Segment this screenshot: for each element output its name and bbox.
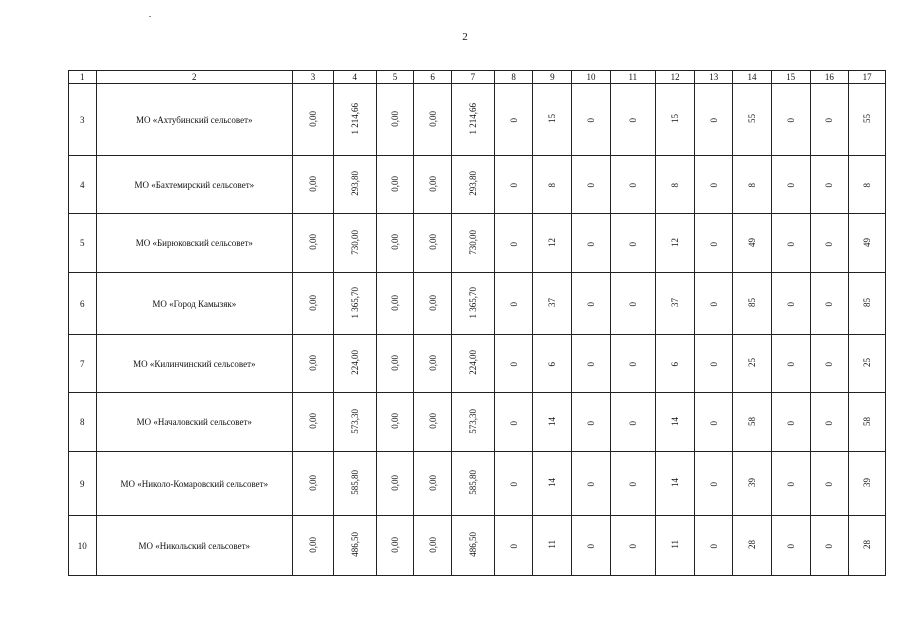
value-cell [655,214,695,273]
value-cell [810,84,849,156]
value-cell [572,452,611,516]
cell-value: 1 365,70 [349,286,360,319]
cell-value: 8 [746,183,757,188]
value-cell [414,214,452,273]
value-cell [695,273,733,335]
cell-value: 0,00 [307,413,318,429]
value-cell [414,393,452,452]
column-header: 16 [810,71,849,84]
cell-value: 0 [785,183,796,188]
cell-value: 0 [508,302,519,307]
value-cell [293,516,334,576]
table-body [69,84,886,576]
column-header: 15 [771,71,810,84]
value-cell [414,516,452,576]
data-table [68,70,886,576]
cell-value: 28 [862,540,873,549]
municipality-name-cell: МО «Килинчинский сельсовет» [96,335,293,393]
value-cell [733,335,772,393]
cell-value: 37 [547,298,558,307]
cell-value: 0 [586,544,597,549]
cell-value: 0 [785,482,796,487]
column-header: 7 [452,71,495,84]
value-cell [533,516,572,576]
row-number-cell: 8 [69,393,97,452]
value-cell [376,393,414,452]
cell-value: 585,80 [349,470,360,495]
cell-value: 39 [862,478,873,487]
cell-value: 8 [670,183,681,188]
value-cell [733,516,772,576]
value-cell [452,156,495,214]
cell-value: 0 [627,544,638,549]
cell-value: 730,00 [349,229,360,255]
cell-value: 8 [547,183,558,188]
value-cell [414,335,452,393]
value-cell [610,452,655,516]
value-cell [695,214,733,273]
cell-value: 293,80 [467,171,478,196]
value-cell [333,393,376,452]
value-cell [452,214,495,273]
cell-value: 0 [586,118,597,123]
value-cell [533,452,572,516]
cell-value: 0 [508,544,519,549]
value-cell [333,156,376,214]
cell-value: 0 [824,118,835,123]
cell-value: 0 [708,482,719,487]
cell-value: 0 [508,362,519,367]
cell-value: 0 [785,362,796,367]
row-number-cell: 5 [69,214,97,273]
column-header: 10 [572,71,611,84]
value-cell [452,393,495,452]
cell-value: 730,00 [467,229,478,255]
cell-value: 25 [862,358,873,367]
value-cell [376,452,414,516]
value-cell [376,516,414,576]
cell-value: 0 [627,482,638,487]
value-cell [771,156,810,214]
cell-value: 15 [670,114,681,123]
table-row [69,273,886,335]
cell-value: 14 [670,478,681,487]
cell-value: 486,50 [349,532,360,557]
cell-value: 0 [627,241,638,246]
value-cell [849,84,886,156]
cell-value: 0,00 [427,536,438,553]
value-cell [452,84,495,156]
cell-value: 0 [785,241,796,246]
value-cell [333,214,376,273]
value-cell [333,452,376,516]
cell-value: 11 [670,540,681,549]
value-cell [610,84,655,156]
value-cell [610,393,655,452]
value-cell [293,452,334,516]
cell-value: 0 [627,420,638,425]
cell-value: 0,00 [389,413,400,429]
value-cell [494,214,533,273]
cell-value: 58 [862,416,873,426]
value-cell [695,516,733,576]
cell-value: 39 [746,478,757,487]
cell-value: 0,00 [389,110,400,127]
value-cell [610,335,655,393]
row-number-cell: 10 [69,516,97,576]
value-cell [414,156,452,214]
cell-value: 0 [824,241,835,246]
value-cell [655,156,695,214]
cell-value: 0 [586,482,597,487]
value-cell [452,452,495,516]
cell-value: 0,00 [389,536,400,553]
cell-value: 6 [670,362,681,367]
municipality-name-cell: МО «Николо-Комаровский сельсовет» [96,452,293,516]
value-cell [771,516,810,576]
value-cell [849,273,886,335]
cell-value: 0 [508,420,519,425]
value-cell [610,214,655,273]
value-cell [810,335,849,393]
table-row [69,335,886,393]
value-cell [494,452,533,516]
cell-value: 0 [586,302,597,307]
cell-value: 224,00 [467,350,478,375]
cell-value: 0,00 [427,474,438,491]
cell-value: 573,30 [467,408,478,434]
value-cell [452,273,495,335]
cell-value: 49 [862,237,873,247]
value-cell [414,273,452,335]
cell-value: 0,00 [427,110,438,127]
value-cell [293,214,334,273]
table-row [69,516,886,576]
cell-value: 0,00 [389,474,400,491]
cell-value: 14 [547,478,558,487]
value-cell [733,214,772,273]
municipality-name-cell: МО «Город Камызяк» [96,273,293,335]
cell-value: 0 [708,544,719,549]
value-cell [771,84,810,156]
table-row [69,214,886,273]
value-cell [494,273,533,335]
value-cell [533,214,572,273]
cell-value: 0 [508,183,519,188]
value-cell [376,335,414,393]
value-cell [333,273,376,335]
cell-value: 8 [862,183,873,188]
cell-value: 0 [708,241,719,246]
value-cell [610,516,655,576]
value-cell [733,156,772,214]
cell-value: 0 [824,482,835,487]
value-cell [533,335,572,393]
cell-value: 85 [746,298,757,307]
cell-value: 0,00 [389,354,400,371]
value-cell [414,84,452,156]
cell-value: 25 [746,358,757,367]
cell-value: 1 365,70 [467,286,478,319]
value-cell [293,393,334,452]
value-cell [414,452,452,516]
column-header: 2 [96,71,293,84]
cell-value: 585,80 [467,470,478,495]
value-cell [695,156,733,214]
value-cell [494,156,533,214]
cell-value: 0 [785,420,796,425]
value-cell [572,393,611,452]
value-cell [376,84,414,156]
value-cell [849,214,886,273]
table-row [69,452,886,516]
cell-value: 28 [746,540,757,549]
value-cell [771,335,810,393]
cell-value: 0 [627,183,638,188]
value-cell [293,156,334,214]
value-cell [810,516,849,576]
cell-value: 0 [824,420,835,425]
municipality-name-cell: МО «Бахтемирский сельсовет» [96,156,293,214]
cell-value: 0 [824,544,835,549]
cell-value: 0 [785,302,796,307]
municipality-name-cell: МО «Началовский сельсовет» [96,393,293,452]
cell-value: 486,50 [467,532,478,557]
value-cell [293,273,334,335]
cell-value: 0 [708,302,719,307]
cell-value: 0 [508,482,519,487]
value-cell [655,84,695,156]
cell-value: 0,00 [307,354,318,371]
value-cell [733,84,772,156]
value-cell [494,335,533,393]
value-cell [655,273,695,335]
cell-value: 0 [586,362,597,367]
cell-value: 14 [670,416,681,426]
cell-value: 55 [746,114,757,123]
municipality-name-cell: МО «Никольский сельсовет» [96,516,293,576]
cell-value: 0 [586,183,597,188]
value-cell [533,156,572,214]
column-header: 1 [69,71,97,84]
header-row [69,71,886,84]
value-cell [376,214,414,273]
row-number-cell: 3 [69,84,97,156]
cell-value: 0 [785,118,796,123]
value-cell [733,273,772,335]
cell-value: 0,00 [307,294,318,311]
value-cell [333,335,376,393]
cell-value: 0 [824,362,835,367]
cell-value: 0,00 [427,354,438,371]
table-row [69,84,886,156]
cell-value: 15 [547,114,558,123]
column-header: 8 [494,71,533,84]
cell-value: 11 [547,540,558,549]
value-cell [849,516,886,576]
value-cell [333,516,376,576]
cell-value: 0,00 [389,294,400,311]
table-row [69,393,886,452]
cell-value: 1 214,66 [467,102,478,135]
value-cell [452,335,495,393]
cell-value: 0 [627,302,638,307]
cell-value: 0,00 [307,474,318,491]
value-cell [494,84,533,156]
value-cell [849,393,886,452]
cell-value: 49 [746,237,757,247]
value-cell [810,156,849,214]
cell-value: 0,00 [389,175,400,192]
value-cell [810,214,849,273]
value-cell [494,516,533,576]
value-cell [452,516,495,576]
cell-value: 0 [627,118,638,123]
value-cell [695,335,733,393]
value-cell [376,156,414,214]
row-number-cell: 7 [69,335,97,393]
cell-value: 0 [508,241,519,246]
value-cell [695,84,733,156]
value-cell [333,84,376,156]
cell-value: 1 214,66 [349,102,360,135]
row-number-cell: 6 [69,273,97,335]
value-cell [293,84,334,156]
value-cell [533,393,572,452]
value-cell [572,156,611,214]
page-number: 2 [462,31,468,43]
value-cell [572,214,611,273]
cell-value: 0,00 [307,175,318,192]
column-header: 6 [414,71,452,84]
value-cell [771,273,810,335]
column-header: 13 [695,71,733,84]
value-cell [655,452,695,516]
table-row [69,156,886,214]
cell-value: 37 [670,298,681,307]
cell-value: 0,00 [389,234,400,250]
cell-value: 85 [862,298,873,307]
value-cell [293,335,334,393]
cell-value: 14 [547,416,558,426]
cell-value: 55 [862,114,873,123]
column-header: 14 [733,71,772,84]
value-cell [810,393,849,452]
cell-value: 224,00 [349,350,360,375]
cell-value: 0 [708,362,719,367]
value-cell [695,452,733,516]
cell-value: 12 [670,237,681,247]
municipality-name-cell: МО «Ахтубинский сельсовет» [96,84,293,156]
value-cell [771,393,810,452]
cell-value: 0,00 [427,413,438,429]
value-cell [810,452,849,516]
cell-value: 0 [824,302,835,307]
value-cell [610,156,655,214]
value-cell [572,273,611,335]
value-cell [610,273,655,335]
value-cell [533,84,572,156]
row-number-cell: 9 [69,452,97,516]
column-header: 17 [849,71,886,84]
value-cell [733,393,772,452]
value-cell [733,452,772,516]
column-header: 12 [655,71,695,84]
value-cell [494,393,533,452]
value-cell [849,156,886,214]
cell-value: 293,80 [349,171,360,196]
cell-value: 0 [785,544,796,549]
cell-value: 0,00 [427,294,438,311]
value-cell [771,214,810,273]
value-cell [849,452,886,516]
value-cell [849,335,886,393]
cell-value: 0 [824,183,835,188]
cell-value: 0,00 [427,175,438,192]
column-header: 3 [293,71,334,84]
value-cell [572,335,611,393]
cell-value: 0 [627,362,638,367]
scan-artifact [149,16,151,17]
value-cell [655,516,695,576]
municipality-name-cell: МО «Бирюковский сельсовет» [96,214,293,273]
cell-value: 58 [746,416,757,426]
cell-value: 0,00 [307,110,318,127]
cell-value: 12 [547,237,558,247]
value-cell [771,452,810,516]
cell-value: 0,00 [307,536,318,553]
value-cell [655,393,695,452]
column-header: 5 [376,71,414,84]
cell-value: 0 [586,420,597,425]
value-cell [695,393,733,452]
value-cell [572,84,611,156]
cell-value: 0 [708,183,719,188]
value-cell [655,335,695,393]
column-header: 11 [610,71,655,84]
cell-value: 0,00 [427,234,438,250]
cell-value: 573,30 [349,408,360,434]
column-header: 4 [333,71,376,84]
cell-value: 0 [708,420,719,425]
cell-value: 0 [708,118,719,123]
value-cell [810,273,849,335]
cell-value: 0,00 [307,234,318,250]
column-header: 9 [533,71,572,84]
cell-value: 0 [586,241,597,246]
cell-value: 0 [508,118,519,123]
cell-value: 6 [547,362,558,367]
value-cell [376,273,414,335]
row-number-cell: 4 [69,156,97,214]
value-cell [572,516,611,576]
value-cell [533,273,572,335]
